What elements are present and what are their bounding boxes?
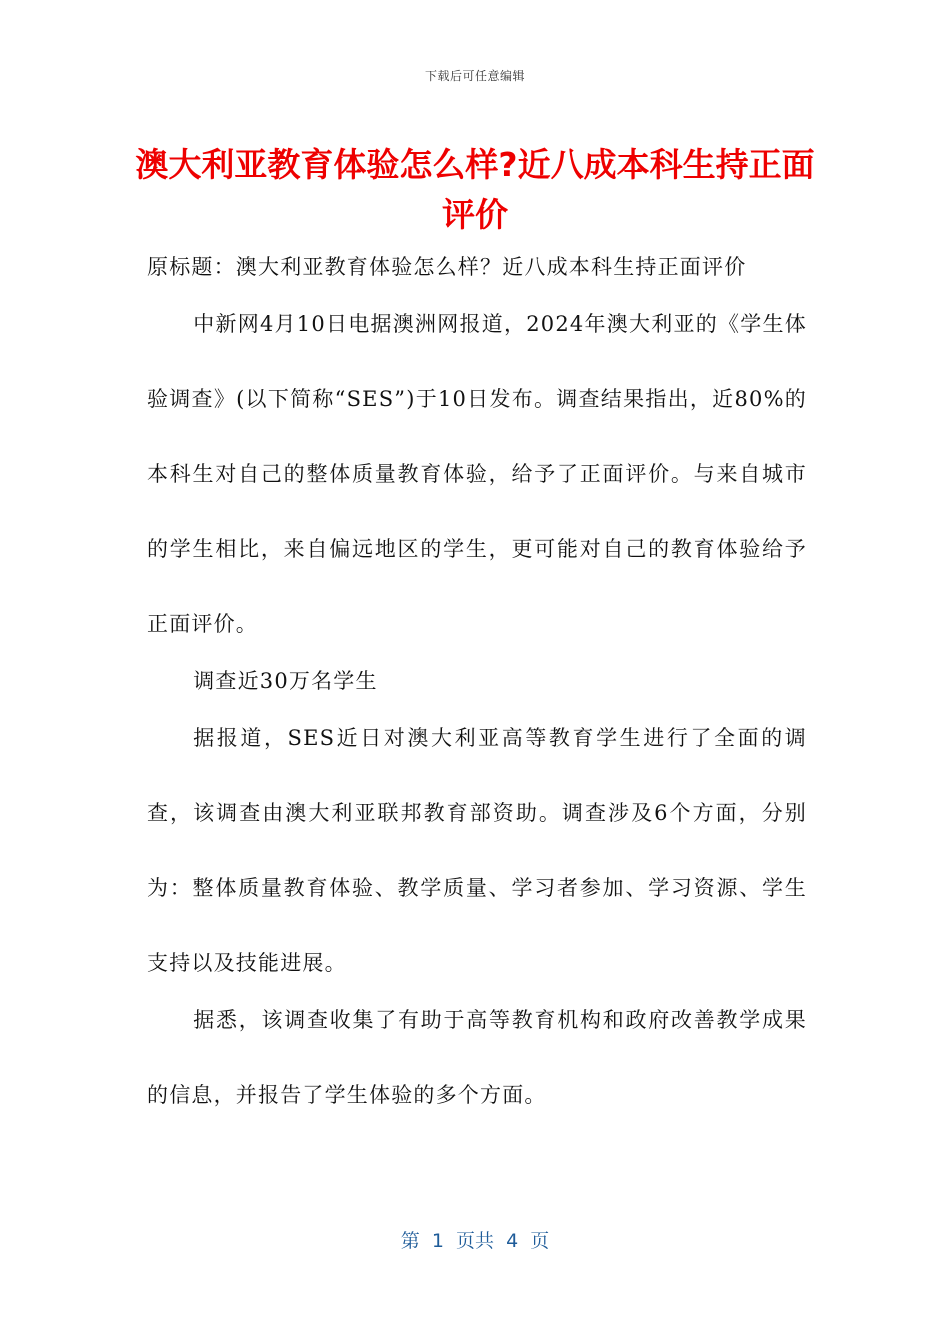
section-heading: 调查近30万名学生 — [193, 669, 378, 693]
page-footer: 第 1 页共 4 页 — [400, 1230, 550, 1252]
page-title: 澳大利亚教育体验怎么样?近八成本科生持正面评价 — [135, 145, 815, 234]
article-body — [147, 248, 807, 1133]
body-paragraph-1: 中新网4月10日电据澳洲网报道，2024年澳大利亚的《学生体验调查》(以下简称“SES”)于10日发布。调查结果指出，近80%的本科生对自己的整体质量教育体验，给予了正面评价。与来自城市的学生相比，来自偏远地区的学生，更可能对自己的教育体验给予正面评价。 — [147, 312, 807, 636]
original-title-paragraph: 原标题：澳大利亚教育体验怎么样？近八成本科生持正面评价 — [147, 255, 747, 279]
body-paragraph-3: 据悉，该调查收集了有助于高等教育机构和政府改善教学成果的信息，并报告了学生体验的多个方面。 — [147, 1008, 807, 1107]
body-paragraph-2: 据报道，SES近日对澳大利亚高等教育学生进行了全面的调查，该调查由澳大利亚联邦教育部资助。调查涉及6个方面，分别为：整体质量教育体验、教学质量、学习者参加、学习资源、学生支持以及技能进展。 — [147, 726, 807, 975]
header-note: 下载后可任意编辑 — [424, 69, 525, 83]
